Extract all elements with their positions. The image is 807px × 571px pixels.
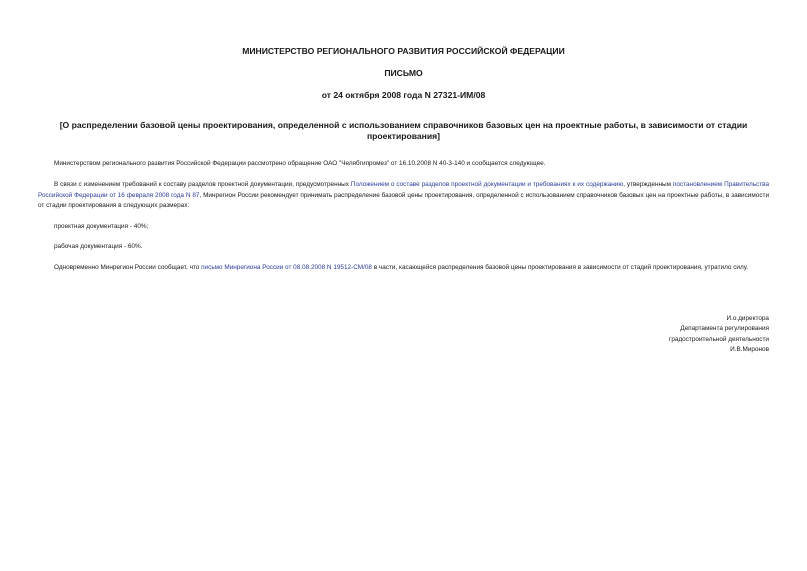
paragraph-requirements-text-c: , Минрегион России рекомендует принимать распределение базовой цены проектирования, определенной с использованием справочников базовых цен на проектные работы, в зависимости от стадии проектирования в следующих размерах: <box>38 191 770 209</box>
signature-department: Департамента регулирования <box>680 325 769 333</box>
link-ministry-letter[interactable]: письмо Минрегиона России от 08.08.2008 N 19512-СМ/08 <box>201 264 372 271</box>
paragraph-intro: Министерством регионального развития Российской Федерации рассмотрено обращение ОАО "Челябгипромез" от 16.10.2008 N 40-3-140 и сообщается следующее. <box>54 160 546 167</box>
paragraph-revocation <box>38 263 769 274</box>
paragraph-revocation-text-a: Одновременно Минрегион России сообщает, что <box>54 264 202 271</box>
signature-block <box>669 314 769 355</box>
paragraph-requirements-text-b: , утвержденным <box>623 181 673 188</box>
paragraph-requirements-text-a: В связи с изменением требований к составу разделов проектной документации, предусмотренных <box>54 181 351 188</box>
document-date-number: от 24 октября 2008 года N 27321-ИМ/08 <box>321 90 486 100</box>
document-subject: [О распределении базовой цены проектирования, определенной с использованием справочников базовых цен на проектные работы, в зависимости от стадии проектирования] <box>59 120 748 141</box>
link-government-decree[interactable]: постановлением Правительства Российской Федерации от 16 февраля 2008 года N 87 <box>38 181 770 199</box>
list-item-project-docs: проектная документация - 40%; <box>54 223 149 230</box>
ministry-title: МИНИСТЕРСТВО РЕГИОНАЛЬНОГО РАЗВИТИЯ РОССИЙСКОЙ ФЕДЕРАЦИИ <box>242 46 565 56</box>
signature-name: И.В.Миронов <box>730 345 769 353</box>
signature-department-cont: градостроительной деятельности <box>669 335 769 343</box>
document-type: ПИСЬМО <box>384 68 423 78</box>
link-regulation-sections[interactable]: Положением о составе разделов проектной документации и требованиях к их содержанию <box>350 181 624 188</box>
list-item-working-docs: рабочая документация - 60%. <box>54 243 143 250</box>
paragraph-revocation-text-b: в части, касающейся распределения базовой цены проектирования в зависимости от стадий проектирования, утратило силу. <box>371 264 749 271</box>
paragraph-requirements <box>38 180 769 212</box>
signature-position: И.о.директора <box>726 315 769 322</box>
